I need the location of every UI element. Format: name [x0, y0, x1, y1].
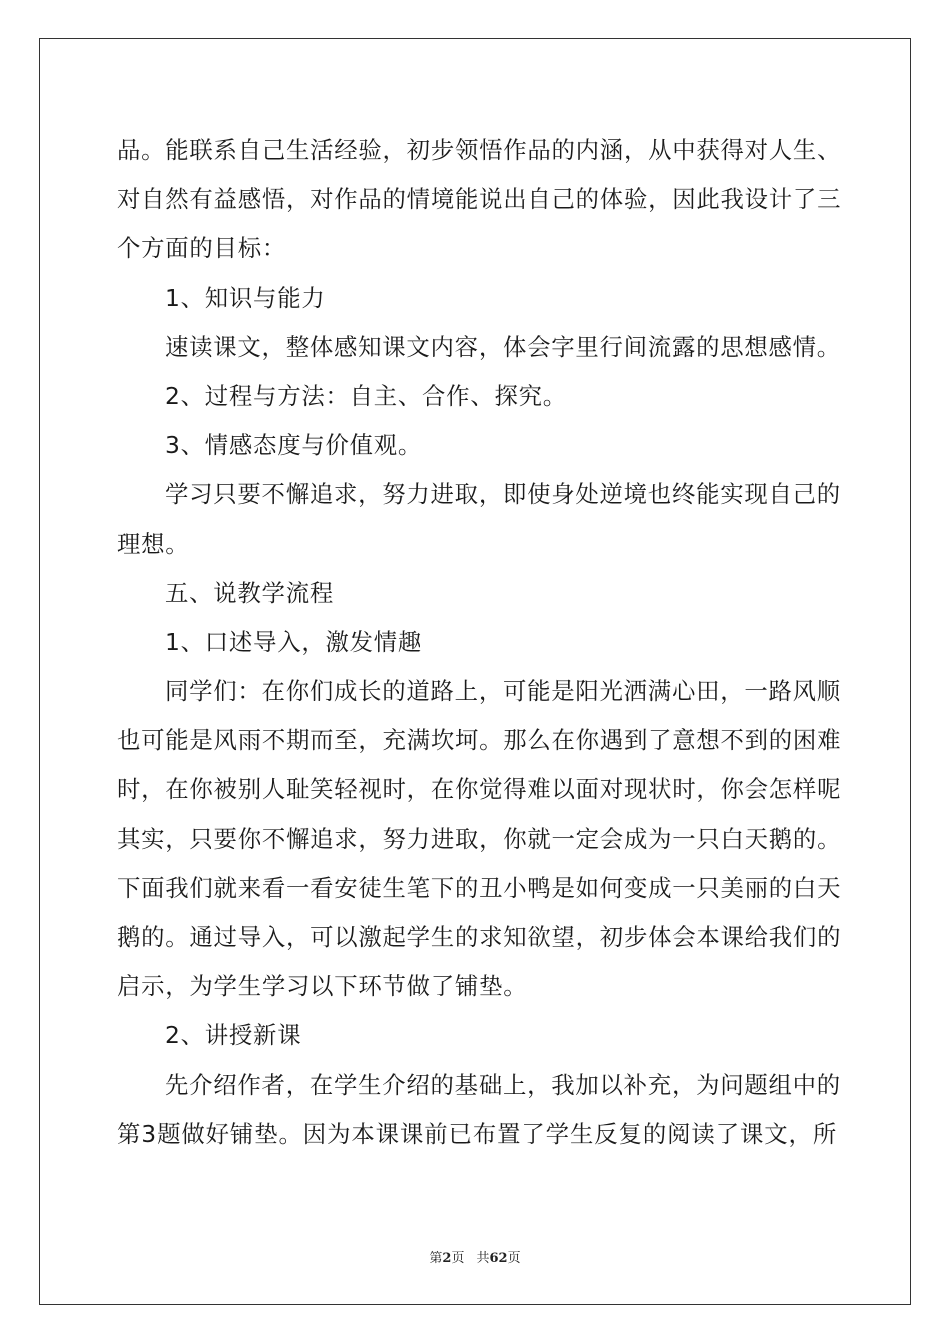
- total-pages: 62: [489, 1251, 508, 1266]
- page-number: 2: [442, 1251, 452, 1266]
- page-footer: [0, 1247, 950, 1266]
- page-prefix: 第: [429, 1251, 443, 1266]
- text-line: 也可能是风雨不期而至，充满坎坷。那么在你遇到了意想不到的困难: [117, 726, 842, 755]
- text-line: 其实，只要你不懈追求，努力进取，你就一定会成为一只白天鹅的。: [117, 824, 842, 853]
- text-line: 个方面的目标：: [117, 234, 286, 263]
- document-body: [117, 126, 842, 1159]
- text-line: 下面我们就来看一看安徒生笔下的丑小鸭是如何变成一只美丽的白天: [117, 873, 842, 902]
- text-line: 启示，为学生学习以下环节做了铺垫。: [117, 972, 528, 1001]
- text-line: 先介绍作者，在学生介绍的基础上，我加以补充，为问题组中的: [165, 1070, 841, 1099]
- text-line: 对自然有益感悟，对作品的情境能说出自己的体验，因此我设计了三: [117, 185, 842, 214]
- text-line: 品。能联系自己生活经验，初步领悟作品的内涵，从中获得对人生、: [117, 136, 842, 164]
- page-suffix: 页: [451, 1251, 465, 1266]
- text-line: 第3题做好铺垫。因为本课课前已布置了学生反复的阅读了课文，所: [117, 1119, 837, 1148]
- section-heading: 2、过程与方法：自主、合作、探究。: [165, 381, 567, 410]
- section-heading: 3、情感态度与价值观。: [165, 431, 423, 460]
- section-heading: 1、知识与能力: [165, 283, 326, 312]
- text-line: 学习只要不懈追求，努力进取，即使身处逆境也终能实现自己的: [165, 480, 841, 509]
- section-heading: 五、说教学流程: [165, 578, 334, 607]
- section-heading: 1、口述导入，激发情趣: [165, 627, 423, 656]
- total-suffix: 页: [507, 1251, 521, 1266]
- total-prefix: 共: [476, 1251, 490, 1266]
- text-line: 时，在你被别人耻笑轻视时，在你觉得难以面对现状时，你会怎样呢: [117, 775, 842, 804]
- text-line: 鹅的。通过导入，可以激起学生的求知欲望，初步体会本课给我们的: [117, 923, 842, 951]
- section-heading: 2、讲授新课: [165, 1021, 302, 1050]
- text-line: 同学们：在你们成长的道路上，可能是阳光洒满心田，一路风顺: [165, 677, 841, 706]
- text-line: 理想。: [117, 529, 190, 558]
- text-line: 速读课文，整体感知课文内容，体会字里行间流露的思想感情。: [165, 332, 841, 361]
